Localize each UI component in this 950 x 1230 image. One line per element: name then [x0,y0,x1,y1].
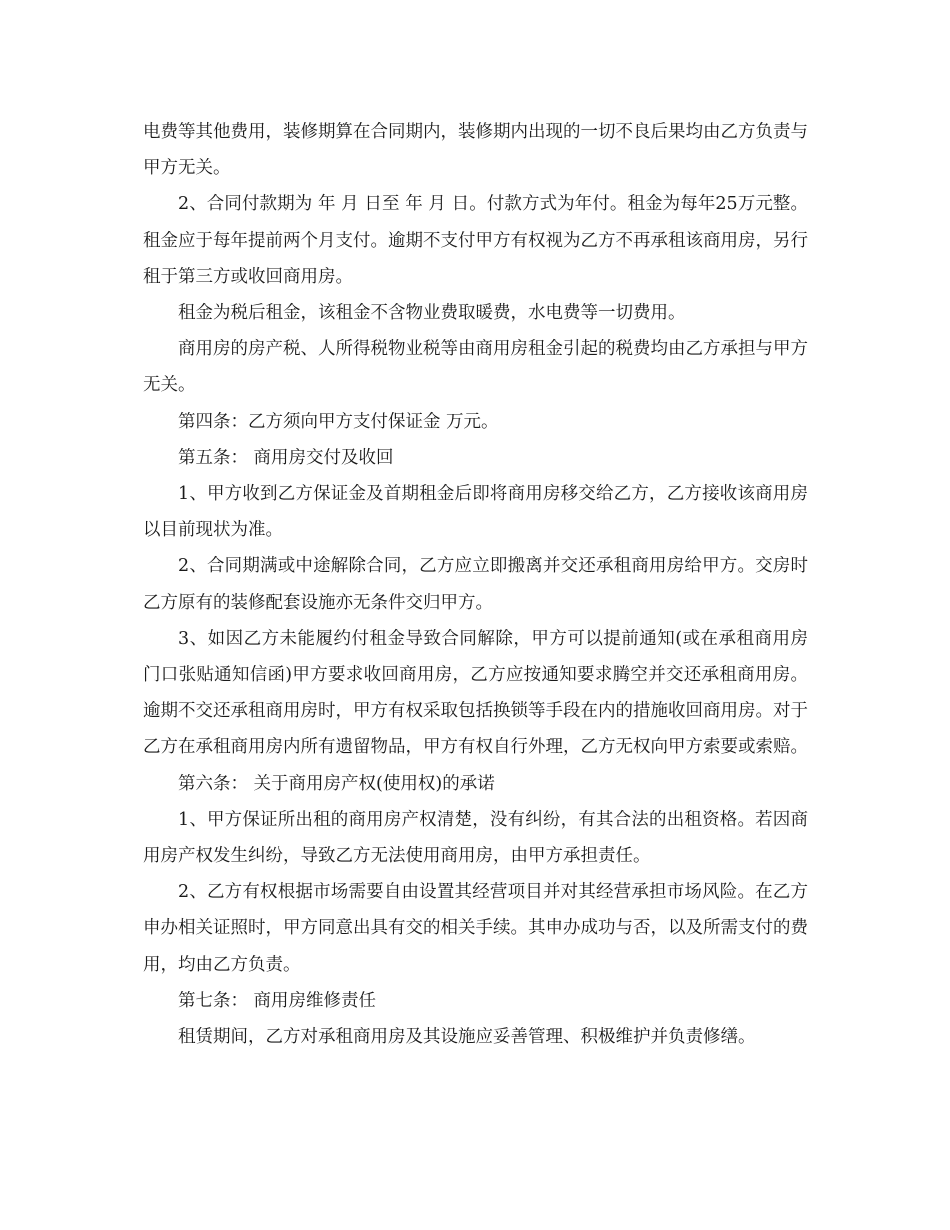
paragraph-property-taxes: 商用房的房产税、人所得税物业税等由商用房租金引起的税费均由乙方承担与甲方无关。 [143,339,808,396]
paragraph-property-rights: 1、甲方保证所出租的商用房产权清楚，没有纠纷，有其合法的出租资格。若因商用房产权发生纠纷，导致乙方无法使用商用房，由甲方承担责任。 [143,809,808,867]
article-seven-heading: 第七条： 商用房维修责任 [178,990,377,1011]
paragraph-contract-end: 2、合同期满或中途解除合同，乙方应立即搬离并交还承租商用房给甲方。交房时乙方原有的装修配套设施亦无条件交归甲方。 [143,556,808,613]
paragraph-after-tax-rent: 租金为税后租金，该租金不含物业费取暖费，水电费等一切费用。 [178,303,686,324]
paragraph-business-rights: 2、乙方有权根据市场需要自由设置其经营项目并对其经营承担市场风险。在乙方申办相关证照时，甲方同意出具有交的相关手续。其申办成功与否，以及所需支付的费用，均由乙方负责。 [143,882,808,975]
paragraph-handover: 1、甲方收到乙方保证金及首期租金后即将商用房移交给乙方，乙方接收该商用房以目前现状为准。 [143,484,808,541]
document-body [143,114,808,1055]
paragraph-fees-continuation: 电费等其他费用，装修期算在合同期内，装修期内出现的一切不良后果均由乙方负责与甲方无关。 [143,122,808,179]
paragraph-termination: 3、如因乙方未能履约付租金导致合同解除，甲方可以提前通知(或在承租商用房门口张贴通知信函)甲方要求收回商用房，乙方应按通知要求腾空并交还承租商用房。逾期不交还承租商用房时，甲方有权采取包括换锁等手段在内的措施收回商用房。对于乙方在承租商用房内所有遗留物品，甲方有权自行外理，乙方无权向甲方索要或索赔。 [143,628,808,758]
paragraph-payment-term: 2、合同付款期为 年 月 日至 年 月 日。付款方式为年付。租金为每年25万元整。租金应于每年提前两个月支付。逾期不支付甲方有权视为乙方不再承租该商用房，另行租于第三方或收回商用房。 [143,194,808,287]
article-five-heading: 第五条： 商用房交付及收回 [178,447,394,468]
paragraph-maintenance: 租赁期间，乙方对承租商用房及其设施应妥善管理、积极维护并负责修缮。 [178,1027,756,1048]
article-four-heading: 第四条：乙方须向甲方支付保证金 万元。 [178,411,499,432]
article-six-heading: 第六条： 关于商用房产权(使用权)的承诺 [178,773,495,794]
